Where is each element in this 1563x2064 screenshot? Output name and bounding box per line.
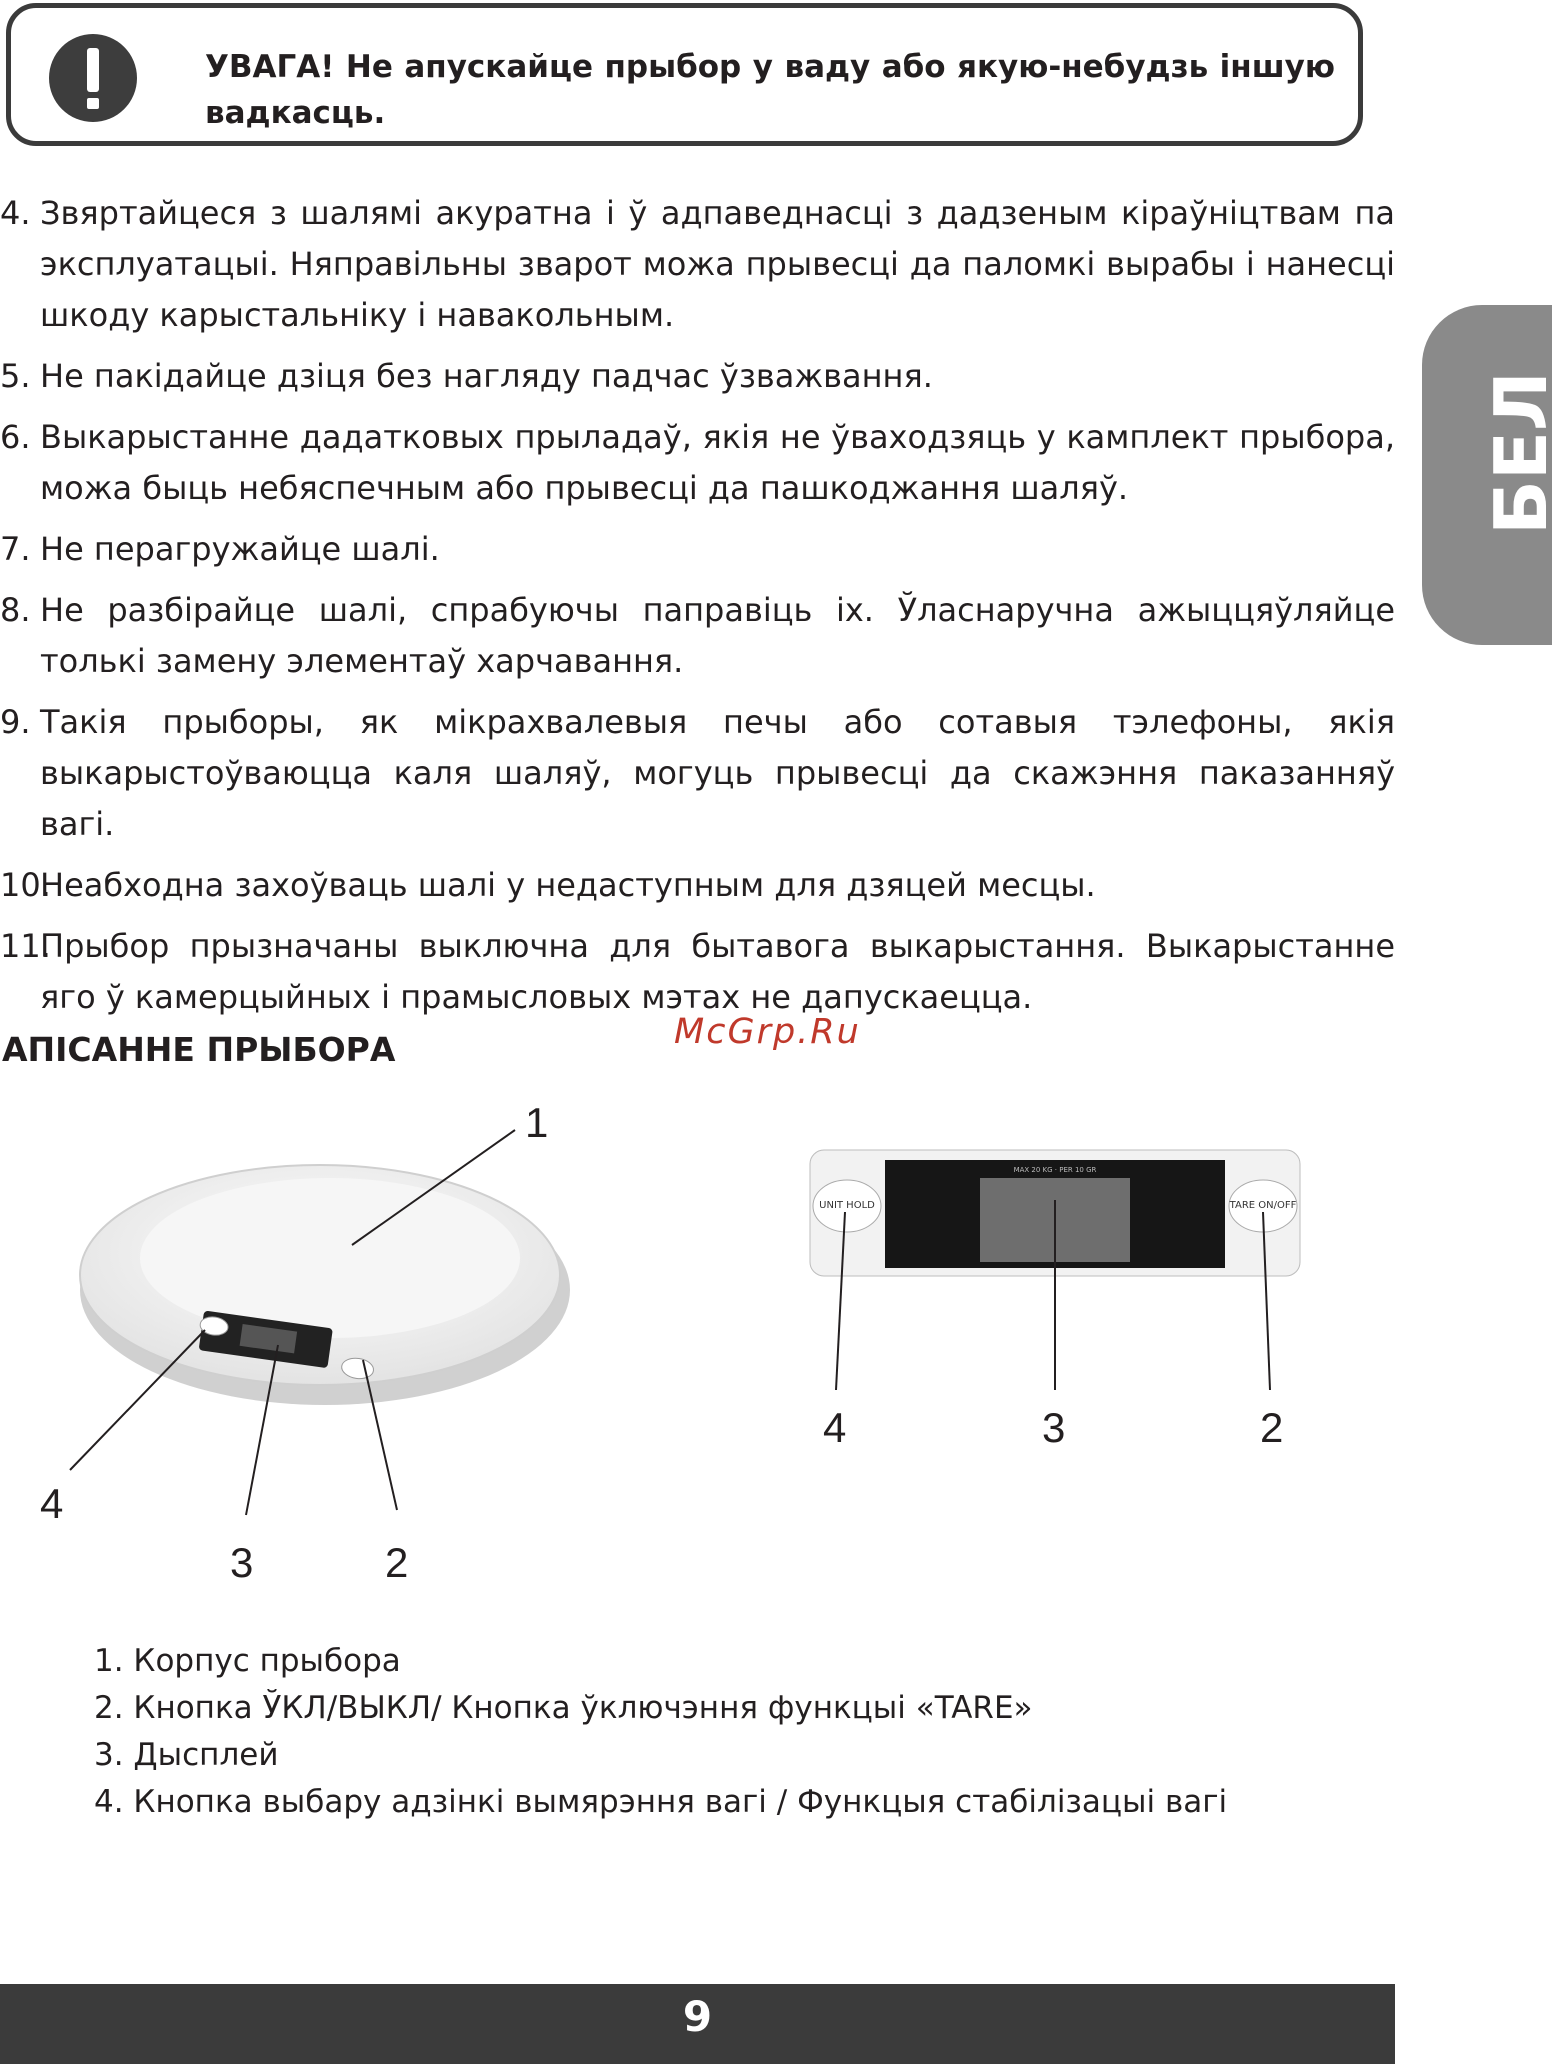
display-caption: MAX 20 KG · PER 10 GR (1013, 1166, 1097, 1174)
unit-hold-label: UNIT HOLD (819, 1200, 875, 1211)
list-item: 8. Не разбірайце шалі, спрабуючы паправіць іх. Ўласнаручна ажыццяўляйце толькі замену элементаў харчавання. (0, 591, 1395, 680)
safety-list (0, 188, 1395, 1033)
list-item: 5. Не пакідайце дзіця без нагляду падчас ўзважвання. (0, 357, 933, 395)
parts-legend (94, 1638, 1227, 1826)
scale-illustration (40, 1100, 600, 1590)
language-tab-label: БЕЛ (1479, 371, 1563, 535)
list-item: 10.Неабходна захоўваць шалі у недаступным для дзяцей месцы. (0, 866, 1096, 904)
legend-item: 3. Дысплей (94, 1737, 279, 1773)
control-panel-illustration (805, 1140, 1305, 1460)
legend-item: 2. Кнопка ЎКЛ/ВЫКЛ/ Кнопка ўключэння функцыі «TARE» (94, 1690, 1033, 1726)
callout-2: 2 (385, 1539, 409, 1586)
watermark: McGrp.Ru (674, 1012, 861, 1052)
list-item: 4. Звяртайцеся з шалямі акуратна і ў адпаведнасці з дадзеным кіраўніцтвам па эксплуатацыі. Няправільны зварот можа прывесці да паломкі вырабы і нанесці шкоду карыстальніку і навакольным. (0, 194, 1395, 334)
section-title: АПІСАННЕ ПРЫБОРА (2, 1030, 396, 1069)
callout-1: 1 (525, 1099, 549, 1146)
callout-3: 3 (1042, 1404, 1066, 1451)
callout-4: 4 (40, 1480, 64, 1527)
scale-top (140, 1178, 520, 1338)
list-item: 7. Не перагружайце шалі. (0, 530, 440, 568)
callout-2: 2 (1260, 1404, 1284, 1451)
list-item: 11.Прыбор прызначаны выключна для бытавога выкарыстання. Выкарыстанне яго ў камерцыйных і прамысловых мэтах не дапускаецца. (0, 927, 1395, 1016)
list-item: 9. Такія прыборы, як мікрахвалевыя печы або сотавыя тэлефоны, якія выкарыстоўваюцца каля шаляў, могуць прывесці да скажэння паказанняў вагі. (0, 703, 1395, 843)
callout-3: 3 (230, 1539, 254, 1586)
exclamation-icon (49, 34, 137, 122)
warning-text: УВАГА! Не апускайце прыбор у ваду або якую-небудзь іншую вадкасць. (205, 49, 1335, 131)
tare-label: TARE ON/OFF (1229, 1200, 1297, 1211)
page-number: 9 (682, 1992, 713, 2041)
legend-item: 1. Корпус прыбора (94, 1643, 401, 1679)
callout-4: 4 (823, 1404, 847, 1451)
warning-box (6, 3, 1363, 146)
legend-item: 4. Кнопка выбару адзінкі вымярэння вагі / Функцыя стабілізацыі вагі (94, 1784, 1228, 1820)
list-item: 6. Выкарыстанне дадатковых прыладаў, якія не ўваходзяць у камплект прыбора, можа быць небяспечным або прывесці да пашкоджання шаляў. (0, 418, 1395, 507)
